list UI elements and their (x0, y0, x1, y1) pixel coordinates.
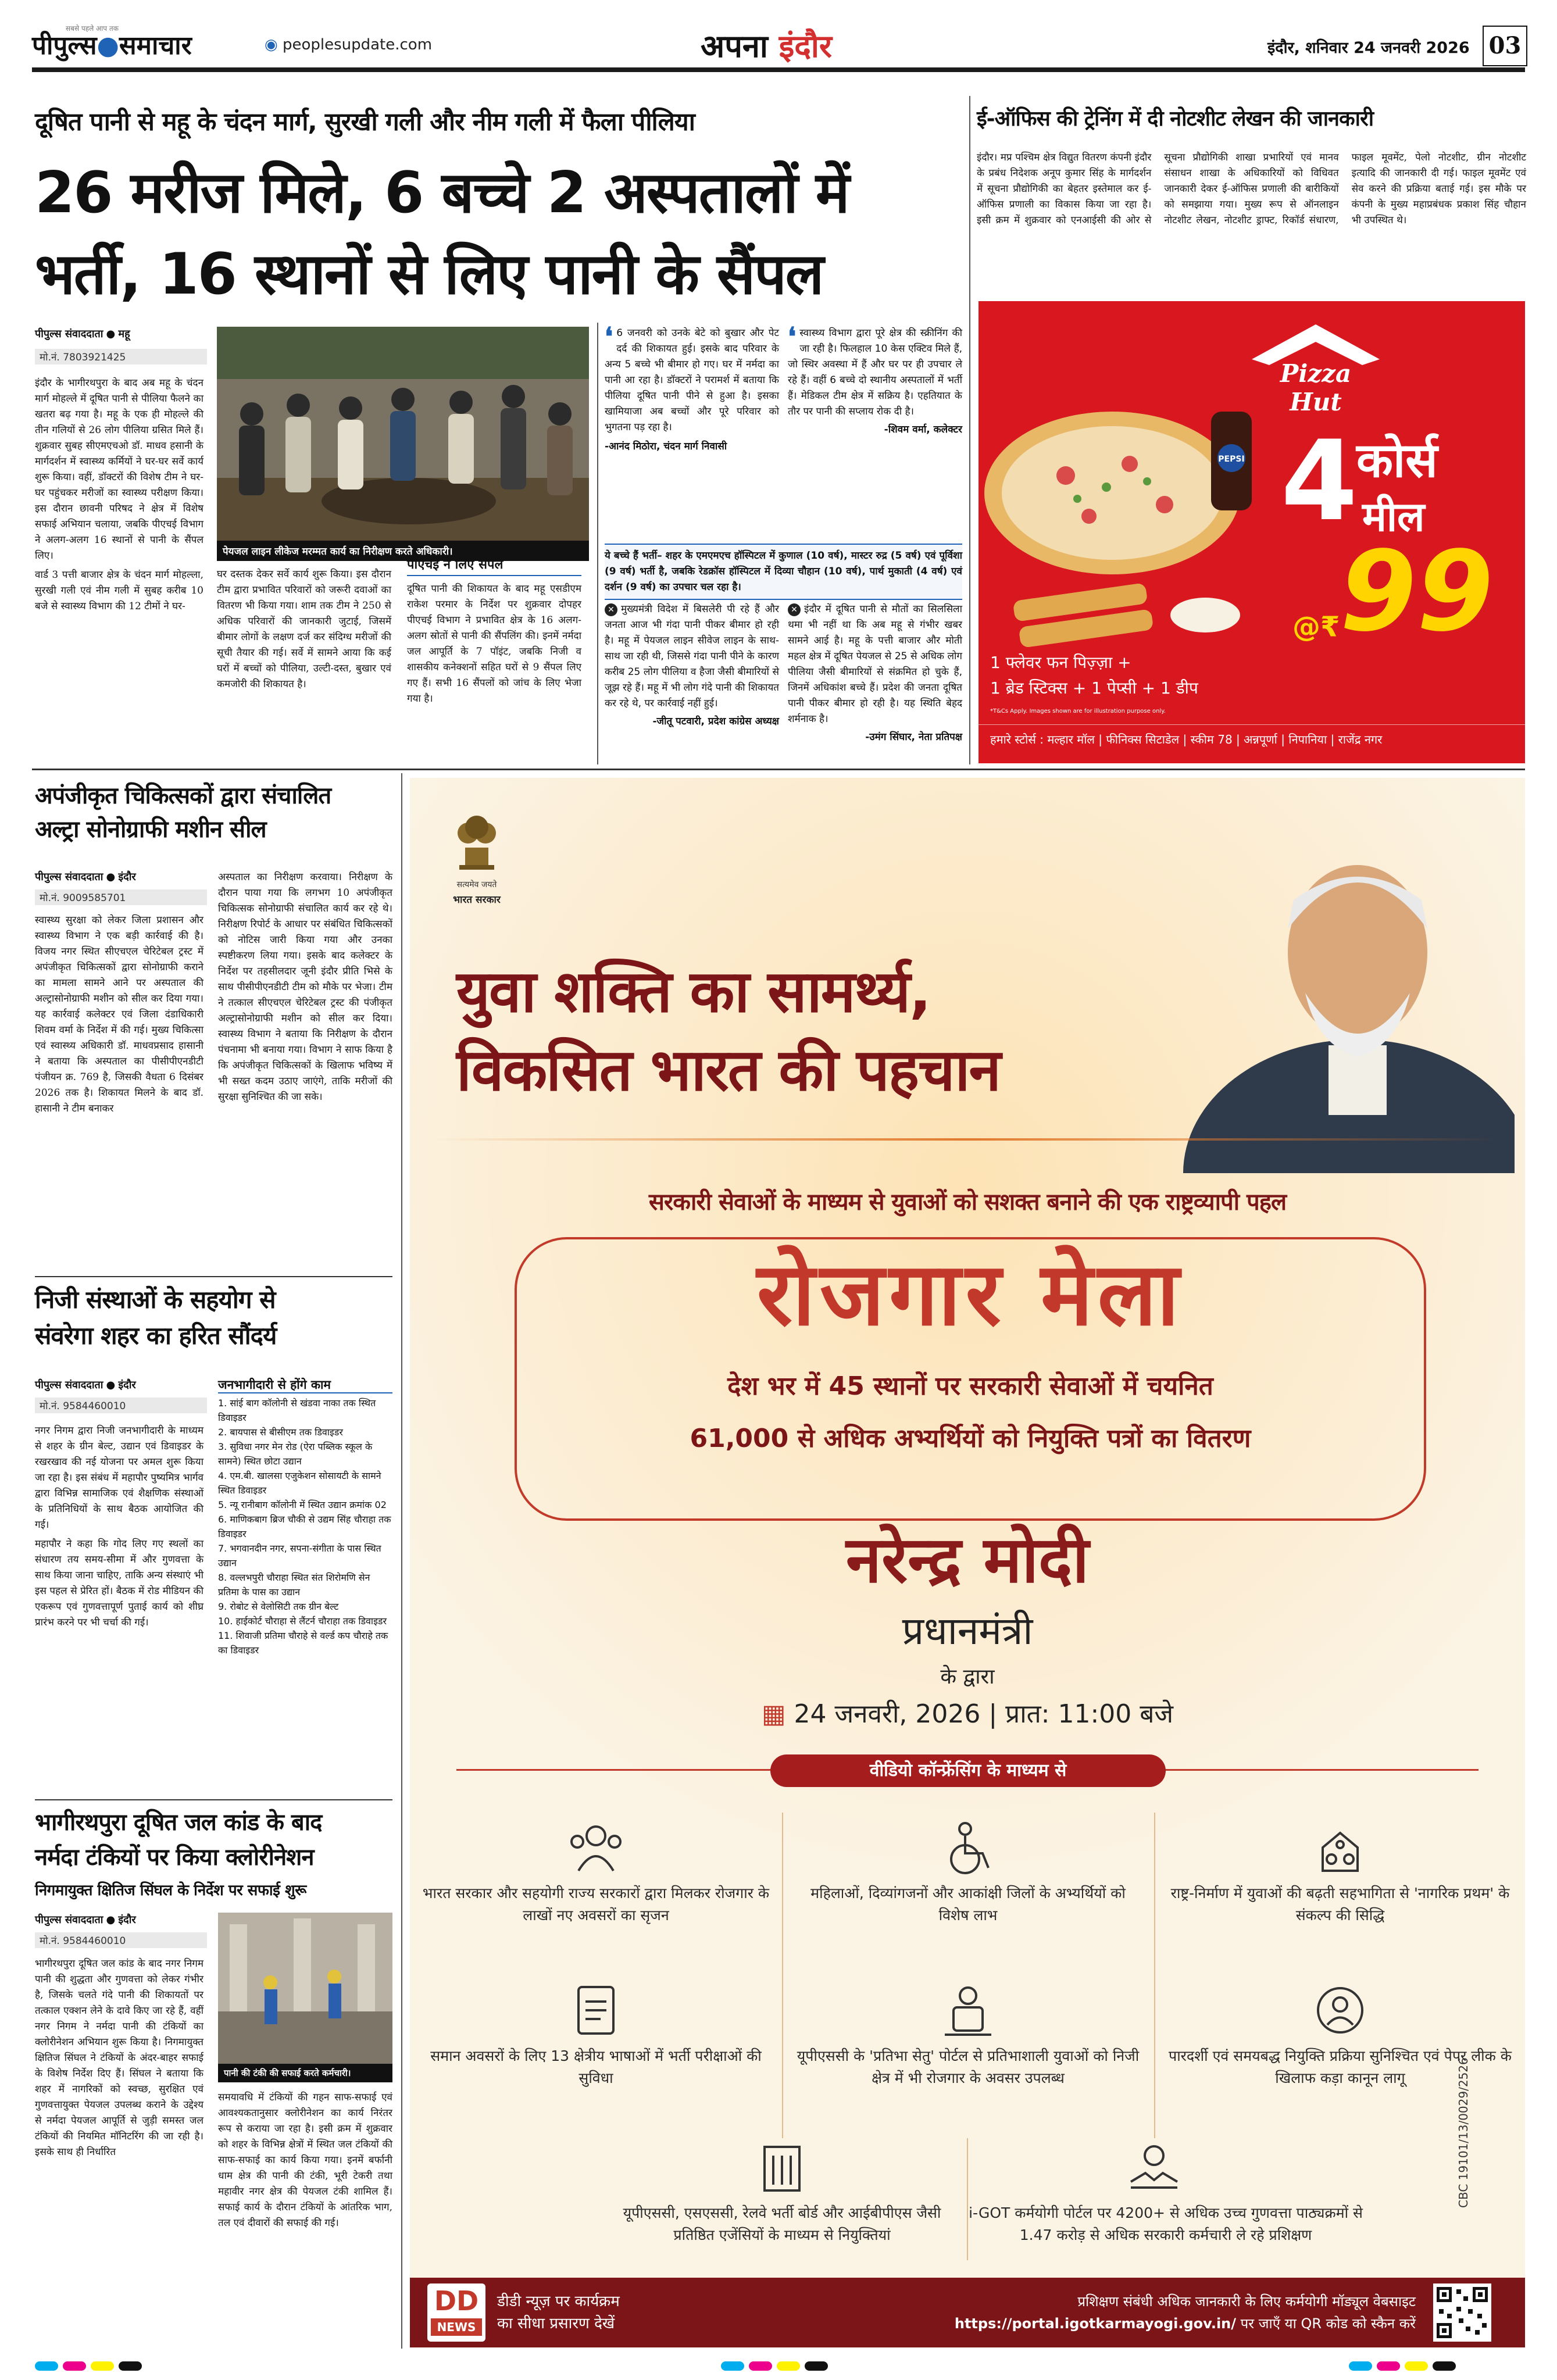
admitted-kids-box (605, 544, 962, 600)
portal-text (701, 2290, 1416, 2335)
nation-building-icon (1311, 1818, 1369, 1877)
quote-patwari-attrib: -जीतू पटवारी, प्रदेश कांग्रेस अध्यक्ष (652, 716, 779, 727)
pizza-store: राजेंद्र नगर (1338, 732, 1383, 746)
byline-reporter: पीपुल्स संवाददाता (35, 1379, 103, 1391)
portal-line2 (701, 2313, 1416, 2335)
ultrasound-headline (35, 779, 395, 846)
brand-dot: ● (97, 31, 119, 60)
feature-divider (1154, 1813, 1155, 2138)
green-headline (35, 1282, 395, 1354)
pizza-items-line2: 1 ब्रेड स्टिक्स + 1 पेप्सी + 1 डीप (990, 678, 1198, 698)
ad-left-rule (401, 773, 402, 2349)
green-byline (35, 1378, 136, 1392)
pizza-hut-ad[interactable] (979, 301, 1525, 763)
quote-anand-text: 6 जनवरी को उनके बेटे को बुखार और पेट दर्द की शिकायत हुई। इसके बाद परिवार के अन्य 5 बच्चे भी बीमार हो गए। घर में नर्मदा का पानी आ रहा है। डॉक्टरों ने परामर्श में बताया कि पीलिया दूषित पानी पीने से हुआ है। इसका खामियाजा अब बच्चों और पूरे परिवार को भुगतना पड़ रहा है। (605, 327, 779, 433)
feature-text: पारदर्शी एवं समयबद्ध नियुक्ति प्रक्रिया सुनिश्चित एवं पेपर लीक के खिलाफ कड़ा कानून लागू (1169, 2047, 1512, 2086)
green-list-item: 4. एम.बी. खालसा एजुकेशन सोसायटी के सामने स्थित डिवाइडर (218, 1470, 381, 1496)
green-list-item: 5. न्यू रानीबाग कॉलोनी में स्थित उद्यान क्रमांक 02 (218, 1499, 387, 1510)
wheelchair-icon (939, 1818, 997, 1877)
quote-anand-attrib: -आनंद मिठोरा, चंदन मार्ग निवासी (605, 441, 727, 452)
lead-headline (35, 152, 959, 315)
green-body (35, 1423, 203, 1631)
pizza-headline-text2: मील (1362, 493, 1425, 541)
byline-reporter: पीपुल्स संवाददाता (35, 328, 103, 340)
quote-collector-text: स्वास्थ्य विभाग द्वारा पूरे क्षेत्र की स्क्रीनिंग की जा रही है। फिलहाल 10 केस एक्टिव मिले हैं, जो स्थिर अवस्था में हैं और घर पर ही उपचार ले रहे हैं। वहीं 6 बच्चे दो स्थानीय अस्पतालों में भर्ती हैं। मेडिकल टीम क्षेत्र में सक्रिय है। एहतियात के तौर पर पानी की सप्लाय रोक दी है। (788, 327, 962, 417)
section-rule (32, 769, 1525, 770)
feature-text: समान अवसरों के लिए 13 क्षेत्रीय भाषाओं में भर्ती परीक्षाओं की सुविधा (430, 2047, 762, 2086)
byline-dot: ● (106, 1914, 116, 1926)
lead-body-col1-p2: वार्ड 3 पत्ती बाजार क्षेत्र के चंदन मार्ग मोहल्ला, सुरखी गली एवं नीम गली में सुबह करीब 10 बजे से स्वास्थ्य विभाग की 12 टीमों ने घर- (35, 569, 203, 612)
feature-text: महिलाओं, दिव्यांगजनों और आकांक्षी जिलों के अभ्यर्थियों को विशेष लाभ (810, 1885, 1126, 1924)
pizza-price-prefix: @₹ (1292, 610, 1340, 644)
interview-icon (939, 1981, 997, 2039)
pizza-hut-brand: Pizza Hut (1280, 359, 1352, 416)
ultrasound-headline-line2: अल्ट्रा सोनोग्राफी मशीन सील (35, 816, 266, 843)
narmada-subhead: निगमायुक्त क्षितिज सिंघल के निर्देश पर सफाई शुरू (35, 1882, 306, 1899)
portal-line2-suffix: पर जाएँ या QR कोड को स्कैन करें (1240, 2315, 1416, 2332)
pizza-price-value: 99 (1340, 527, 1494, 656)
emblem-caption1: सत्यमेव जयते (456, 880, 497, 889)
quote-patwari (605, 602, 779, 730)
pizza-store: अन्नपूर्णा (1244, 732, 1277, 746)
green-list-item: 6. माणिकबाग ब्रिज चौकी से उद्यम सिंह चौराहा तक डिवाइडर (218, 1514, 391, 1539)
quote-mark-icon: ❛ (605, 322, 613, 352)
national-emblem (442, 801, 512, 906)
byline-place: इंदौर (118, 871, 136, 883)
masthead-rule (32, 67, 1525, 72)
pizza-tc: *T&Cs Apply. Images shown are for illustration purpose only. (990, 708, 1166, 714)
pizza-stores-bar: हमारे स्टोर्स : मल्हार मॉल | फीनिक्स सिटाडेल | स्कीम 78 | अन्नपूर्णा | निपानिया | राजेंद्र नगर (979, 724, 1525, 753)
ultrasound-byline (35, 870, 136, 884)
cbc-code: CBC 19101/13/0029/2526 (1456, 2057, 1470, 2208)
right-column-rule (969, 96, 970, 764)
green-headline-line1: निजी संस्थाओं के सहयोग से (35, 1285, 276, 1314)
quote-anand (605, 322, 779, 455)
quote-singhar (788, 602, 962, 745)
quote-singhar-attrib: -उमंग सिंघार, नेता प्रतिपक्ष (865, 731, 962, 743)
dd-logo-top: DD (434, 2285, 479, 2317)
story-divider (35, 1799, 392, 1800)
phe-subhead: पीएचई ने लिए सैंपल (407, 555, 581, 576)
section-title (701, 23, 832, 66)
pizza-store: निपानिया (1288, 732, 1327, 746)
ad-headline-line1: युवा शक्ति का सामर्थ्य, (456, 957, 931, 1025)
dd-text-line1: डीडी न्यूज़ पर कार्यक्रम (497, 2293, 620, 2310)
brand-right: समाचार (119, 31, 192, 60)
ad-headline (456, 952, 1212, 1109)
pizza-store: फीनिक्स सिटाडेल (1106, 732, 1180, 746)
lead-photo-caption: पेयजल लाइन लीकेज मरम्मत कार्य का निरीक्षण करते अधिकारी। (217, 541, 589, 561)
lead-col-rule-1 (597, 323, 598, 764)
ultrasound-body-col2: अस्पताल का निरीक्षण करवाया। निरीक्षण के दौरान पाया गया कि लगभग 10 अपंजीकृत चिकित्सक सोनोग्राफी संचालित कार्य कर रहे थे। निरीक्षण रिपोर्ट के आधार पर संबंधित चिकित्सकों को नोटिस जारी किया गया और उनका स्पष्टीकरण लिया गया। इसके बाद कलेक्टर के निर्देश पर तहसीलदार जूनी इंदौर प्रीति भिसे के साथ पीसीपीएनडीटी टीम को मौके पर भेजा। टीम ने तत्काल सीएचएल चेरिटेबल ट्रस्ट की पंजीकृत अल्ट्रासोनोग्राफी मशीन को सील कर दिया। स्वास्थ्य विभाग ने बताया कि निरीक्षण के दौरान पंचनामा भी बनाया गया। विभाग ने साफ किया है कि अपंजीकृत चिकित्सकों के खिलाफ भविष्य में भी सख्त कदम उठाए जाएंगे, ताकि मरीजों की सुरक्षा सुनिश्चित की जा सके। (218, 871, 392, 1103)
green-list (218, 1378, 392, 1657)
ad-divider (433, 1138, 1502, 1141)
green-list-item: 8. वल्लभपुरी चौराहा स्थित संत शिरोमणि सेन प्रतिमा के पास का उद्यान (218, 1572, 370, 1598)
pizza-image (979, 400, 1281, 656)
narmada-headline-line2: नर्मदा टंकियों पर किया क्लोरीनेशन (35, 1844, 314, 1871)
byline-dot: ● (106, 1379, 116, 1391)
page-number: 03 (1483, 26, 1527, 66)
feature-divider (782, 1813, 783, 2138)
cmyk-register-bar (35, 2361, 209, 2373)
ultrasound-body-col1: स्वास्थ्य सुरक्षा को लेकर जिला प्रशासन और स्वास्थ्य विभाग ने एक बड़ी कार्रवाई की है। विजय नगर स्थित सीएचएल चेरिटेबल ट्रस्ट में अपंजीकृत चिकित्सकों द्वारा सोनोग्राफी कराने का मामला सामने आने पर अस्पताल की अल्ट्रासोनोग्राफी मशीन को सील कर दिया गया। यह कार्रवाई कलेक्टर एवं जिला दंडाधिकारी शिवम वर्मा के निर्देश में की गई। मुख्य चिकित्सा एवं स्वास्थ्य अधिकारी डॉ. माधवप्रसाद हासानी ने बताया कि अस्पताल का पीसीपीएनडीटी पंजीयन क्र. 769 है, जिसकी वैधता 6 दिसंबर 2026 तक है। शिकायत मिलने के बाद डॉ. हासानी ने टीम बनाकर (35, 914, 203, 1114)
qr-code[interactable] (1433, 2283, 1491, 2342)
quote-mark-icon: ❛ (788, 322, 797, 352)
green-body-p1: नगर निगम द्वारा निजी जनभागीदारी के माध्यम से शहर के ग्रीन बेल्ट, उद्यान एवं डिवाइडर के रखरखाव की नई योजना पर अमल शुरू किया जा रहा है। इस संबंध में महापौर पुष्यमित्र भार्गव द्वारा विभिन्न सामाजिक एवं शैक्षणिक संस्थाओं के प्रतिनिधियों के साथ बैठक आयोजित की गई। (35, 1425, 203, 1531)
tank-cleaning-photo-image (218, 1913, 392, 2064)
green-list-item: 11. शिवाजी प्रतिमा चौराहे से वर्ल्ड कप चौराहे तक का डिवाइडर (218, 1630, 388, 1656)
feature-text: i-GOT कर्मयोगी पोर्टल पर 4200+ से अधिक उच्च गुणवत्ता पाठ्यक्रमों से 1.47 करोड़ से अधिक सरकारी कर्मचारी ले रहे प्रशिक्षण (969, 2204, 1363, 2243)
rozgar-line2: 61,000 से अधिक अभ्यर्थियों को नियुक्ति पत्रों का वितरण (690, 1424, 1251, 1453)
congress-logo-icon: ✕ (605, 603, 617, 616)
lead-kicker: दूषित पानी से महू के चंदन मार्ग, सुरखी गली और नीम गली में फैला पीलिया (35, 108, 695, 137)
story-divider (35, 1276, 392, 1277)
portal-url-link[interactable]: https://portal.igotkarmayogi.gov.in/ (954, 2315, 1237, 2332)
rozgar-line1: देश भर में 45 स्थानों पर सरकारी सेवाओं में चयनित (727, 1371, 1213, 1401)
green-list-title: जनभागीदारी से होंगे काम (218, 1378, 392, 1393)
quote-singhar-text: इंदौर में दूषित पानी से मौतों का सिलसिला थमा भी नहीं था कि अब महू से गंभीर खबर सामने आई है। महू के पत्ती बाजार और मोती महल क्षेत्र में दूषित पेयजल से 25 से अधिक लोग पीलिया जैसी बीमारियों से संक्रमित हो चुके हैं, जिनमें अधिकांश बच्चे हैं। प्रदेश की जनता दूषित पानी पीकर बीमार हो रही है। यह स्थिति बेहद शर्मनाक है। (788, 603, 962, 725)
narmada-headline-line1: भागीरथपुरा दूषित जल कांड के बाद (35, 1809, 322, 1836)
green-list-item: 7. भगवानदीन नगर, सपना-संगीता के पास स्थित उद्यान (218, 1543, 381, 1568)
lead-photo (217, 327, 589, 541)
eoffice-body: इंदौर। मप्र पश्चिम क्षेत्र विद्युत वितरण कंपनी इंदौर के प्रबंध निदेशक अनूप कुमार सिंह के मार्गदर्शन में सूचना प्रौद्योगिकी का बेहतर इस्तेमाल कर ई-ऑफिस प्रणाली का विकास किया जा रहा है। इसी क्रम में शुक्रवार को एनआईसी की ओर से सूचना प्रौद्योगिकी शाखा प्रभारियों एवं मानव संसाधन शाखा के अधिकारियों को विधिवत जानकारी देकर ई-ऑफिस प्रणाली की बारीकियों को समझाया गया। मुख्य रूप से ऑनलाइन नोटशीट लेखन, नोटशीट ड्राफ्ट, रिकॉर्ड संधारण, फाइल मूवमेंट, पेलो नोटशीट, ग्रीन नोटशीट इत्यादि की जानकारी दी गई। फाइल मूवमेंट एवं सेव करने की प्रक्रिया बताई गई। इस मौके पर कंपनी के मुख्य महाप्रबंधक प्रकाश सिंह चौहान भी उपस्थित थे। (977, 152, 1526, 226)
green-list-item: 3. सुविधा नगर मेन रोड (ऐरा पब्लिक स्कूल के सामने) स्थित छोटा उद्यान (218, 1441, 373, 1467)
masthead (32, 23, 1525, 64)
ashoka-emblem-icon (448, 801, 506, 877)
lead-body-col3: दूषित पानी की शिकायत के बाद महू एसडीएम राकेश परमार के निर्देश पर शुक्रवार दोपहर पीएचई विभाग ने प्रभावित क्षेत्र के 16 अलग-अलग स्रोतों से पानी की सैंपलिंग की। इनमें नर्मदा जल आपूर्ति के 7 पॉइंट, जबकि निजी व शासकीय कनेक्शनों सहित घरों से 9 सैंपल लिए गए हैं। सभी 16 सैंपलों को जांच के लिए भेजा गया है। (407, 583, 581, 705)
portal-line1: प्रशिक्षण संबंधी अधिक जानकारी के लिए कर्मयोगी मॉड्यूल वेबसाइट (1077, 2293, 1416, 2310)
lead-body-col1-p1: इंदौर के भागीरथपुरा के बाद अब महू के चंदन मार्ग मोहल्ले में दूषित पानी से पीलिया फैलने का खतरा बढ़ गया है। महू के एक ही मोहल्ले की तीन गलियों से 26 लोग पीलिया ग्रसित मिले हैं। शुक्रवार सुबह सीएमएचओ डॉ. माधव हसानी के मार्गदर्शन में स्वास्थ्य कर्मियों ने घर-घर सर्वे कार्य शुरू किया। वहीं, डॉक्टरों की विशेष टीम ने घर-घर पहुंचकर मरीजों का स्वास्थ्य परीक्षण किया। इस दौरान छावनी परिषद ने क्षेत्र में विशेष सफाई अभियान चलाया, जबकि पीएचई विभाग ने अलग-अलग 16 स्थानों से पानी के सैंपल लिए। (35, 377, 203, 562)
pm-portrait (1166, 801, 1515, 1173)
ultrasound-headline-line1: अपंजीकृत चिकित्सकों द्वारा संचालित (35, 782, 331, 809)
pizza-store: स्कीम 78 (1190, 732, 1233, 746)
pizza-items-line1: 1 फ्लेवर फन पिज़्ज़ा + (990, 653, 1131, 672)
narmada-mobile: मो.नं. 9584460010 (35, 1932, 207, 1948)
byline-place: इंदौर (118, 1914, 136, 1926)
green-list-item: 10. हाईकोर्ट चौराहा से लैंटर्न चौराहा तक डिवाइडर (218, 1616, 387, 1627)
lead-headline-line1: 26 मरीज मिले, 6 बच्चे 2 अस्पतालों में (35, 160, 849, 226)
quote-collector (788, 322, 962, 438)
green-list-item: 1. सांई बाग कॉलोनी से खंडवा नाका तक स्थित डिवाइडर (218, 1398, 376, 1423)
dd-news-logo (427, 2283, 485, 2342)
rozgar-mela-title: रोजगार मेला (756, 1244, 1184, 1345)
pm-title: प्रधानमंत्री (902, 1609, 1033, 1653)
byline-dot: ● (106, 328, 116, 340)
ad-headline-line2: विकसित भारत की पहचान (456, 1036, 1000, 1104)
emblem-caption2: भारत सरकार (453, 894, 501, 906)
ultrasound-mobile: मो.नं. 9009585701 (35, 889, 207, 905)
narmada-photo-caption: पानी की टंकी की सफाई करते कर्मचारी। (218, 2064, 392, 2082)
quote-collector-attrib: -शिवम वर्मा, कलेक्टर (884, 424, 962, 435)
handshake-gear-icon (1125, 2138, 1183, 2196)
brand-left: पीपुल्स (32, 31, 97, 60)
ad-bottom-bar (410, 2278, 1525, 2347)
byline-reporter: पीपुल्स संवाददाता (35, 871, 103, 883)
narmada-byline (35, 1913, 136, 1927)
lead-mobile: मो.नं. 7803921425 (35, 349, 207, 364)
qr-code-icon (1433, 2283, 1491, 2342)
rozgar-mela-box (515, 1237, 1426, 1521)
dateline: इंदौर, शनिवार 24 जनवरी 2026 (1267, 39, 1470, 57)
document-language-icon (567, 1981, 625, 2039)
lead-headline-line2: भर्ती, 16 स्थानों से लिए पानी के सैंपल (35, 241, 823, 308)
byline-dot: ● (106, 871, 116, 883)
feature-divider (967, 2138, 968, 2260)
event-datetime (410, 1695, 1525, 1730)
pm-name: नरेन्द्र मोदी (846, 1523, 1089, 1597)
green-list-item: 9. रोबोट से वेलोसिटी तक ग्रीन बेल्ट (218, 1601, 339, 1612)
pizza-headline-number: 4 (1281, 417, 1358, 545)
pm-portrait-image (1166, 801, 1515, 1173)
inspection-photo-image (217, 327, 589, 541)
dd-text (497, 2290, 620, 2335)
vc-banner: वीडियो कॉन्फ्रेंसिंग के माध्यम से (770, 1754, 1166, 1787)
pizza-price (1292, 527, 1494, 656)
pizza-stores-label: हमारे स्टोर्स : (990, 732, 1044, 746)
eoffice-headline: ई-ऑफिस की ट्रेनिंग में दी नोटशीट लेखन की जानकारी (977, 107, 1374, 131)
pizza-headline-text1: कोर्स (1356, 433, 1438, 488)
people-group-icon (567, 1818, 625, 1877)
pm-by: के द्वारा (940, 1665, 995, 1689)
dd-logo-bottom: NEWS (431, 2318, 482, 2336)
dd-text-line2: का सीधा प्रसारण देखें (497, 2315, 615, 2332)
transparency-icon (1311, 1981, 1369, 2039)
section-title-prefix: अपना (701, 28, 768, 65)
lead-byline (35, 327, 130, 341)
feature-text: यूपीएससी के 'प्रतिभा सेतु' पोर्टल से प्रतिभाशाली युवाओं को निजी क्षेत्र में भी रोजगार के अवसर उपलब्ध (797, 2047, 1140, 2086)
feature-text: भारत सरकार और सहयोगी राज्य सरकारों द्वारा मिलकर रोजगार के लाखों नए अवसरों का सृजन (422, 1885, 770, 1924)
narmada-photo (218, 1913, 392, 2064)
green-list-item: 2. बायपास से बीसीएम तक डिवाइडर (218, 1427, 343, 1438)
congress-logo-icon: ✕ (788, 603, 801, 616)
ad-tagline: सरकारी सेवाओं के माध्यम से युवाओं को सशक्त बनाने की एक राष्ट्रव्यापी पहल (648, 1189, 1287, 1216)
byline-place: इंदौर (118, 1379, 136, 1391)
pizza-hut-logo (1240, 319, 1391, 416)
narmada-body-col2: समयावधि में टंकियों की गहन साफ-सफाई एवं आवश्यकतानुसार क्लोरीनेशन का कार्य निरंतर रूप से कराया जा रहा है। इसी क्रम में शुक्रवार को शहर के विभिन्न क्षेत्रों में स्थित जल टंकियों की साफ-सफाई का कार्य किया गया। इनमें बर्फानी धाम क्षेत्र की पानी की टंकी, भूरी टेकरी तथा महावीर नगर क्षेत्र की पेयजल टंकी शामिल हैं। सफाई कार्य के दौरान टंकियों के आंतरिक भाग, तल एवं दीवारों की सफाई की गई। (218, 2092, 392, 2229)
brand-tagline: सबसे पहले आप तक (66, 24, 119, 33)
section-title-city: इंदौर (779, 28, 832, 65)
green-headline-line2: संवरेगा शहर का हरित सौंदर्य (35, 1321, 277, 1350)
feature-text: राष्ट्र-निर्माण में युवाओं की बढ़ती सहभागिता से 'नागरिक प्रथम' के संकल्प की सिद्धि (1170, 1885, 1510, 1924)
quote-patwari-text: मुख्यमंत्री विदेश में बिसलेरी पी रहे हैं और जनता आज भी गंदा पानी पीकर बीमार हो रही है। महू में पेयजल लाइन सीवेज लाइन के साथ-साथ जा रही थी, जिससे गंदा पानी पीने के कारण करीब 25 लोग पीलिया व हैजा जैसी बीमारियों से जूझ रहे हैं। महू में भी लोग गंदे पानी की शिकायत कर रहे थे, पर कार्रवाई नहीं हुई। (605, 603, 779, 709)
website-link[interactable] (265, 36, 432, 53)
lead-body-col1 (35, 376, 203, 614)
green-body-p2: महापौर ने कहा कि गोद लिए गए स्थलों का संधारण तय समय-सीमा में और गुणवत्ता के साथ किया जाना चाहिए, ताकि अन्य संस्थाएं भी इस पहल से प्रेरित हों। बैठक में रोड मीडियन की एकरूप एवं गुणवत्तापूर्ण पुताई कार्य को शीघ्र प्रारंभ करने पर भी चर्चा की गई। (35, 1538, 203, 1628)
building-icon (753, 2138, 811, 2196)
globe-icon: ◉ (265, 36, 278, 53)
website-text: peoplesupdate.com (282, 36, 433, 53)
cmyk-register-bar (1349, 2361, 1523, 2373)
pizza-items (990, 650, 1198, 701)
byline-reporter: पीपुल्स संवाददाता (35, 1914, 103, 1926)
admitted-kids-text: ये बच्चे हैं भर्ती– शहर के एमएमएच हॉस्पिटल में कुणाल (10 वर्ष), मास्टर रुद्र (5 वर्ष) एवं पूर्विशा (9 वर्ष) भर्ती है, जबकि रेडक्रॉस हॉस्पिटल में दिव्या चौहान (10 वर्ष), पार्थ मुकाती (4 वर्ष) एवं दर्शन (9 वर्ष) का उपचार चल रहा है। (605, 550, 962, 593)
lead-body-col2: घर दस्तक देकर सर्वे कार्य शुरू किया। इस दौरान टीम द्वारा प्रभावित परिवारों को जरूरी दवाओं का वितरण भी किया गया। शाम तक टीम ने 250 से अधिक परिवारों की जानकारी जुटाई, जिसमें बीमार लोगों के लक्षण दर्ज कर संदिग्ध मरीजों की सूची तैयार की गई। सर्वे में सामने आया कि कई घरों में बच्चों को पीलिया, उल्टी-दस्त, बुखार एवं कमजोरी की शिकायत है। (217, 569, 391, 690)
feature-text: यूपीएससी, एसएससी, रेलवे भर्ती बोर्ड और आईबीपीएस जैसी प्रतिष्ठित एजेंसियों के माध्यम से नियुक्तियां (623, 2204, 941, 2243)
svg-text:PEPSI: PEPSI (1218, 455, 1245, 464)
cmyk-register-bar (721, 2361, 895, 2373)
green-mobile: मो.नं. 9584460010 (35, 1398, 207, 1413)
pizza-store: मल्हार मॉल (1047, 732, 1095, 746)
calendar-icon: ▦ (761, 1699, 786, 1729)
rozgar-mela-ad[interactable] (410, 778, 1525, 2347)
event-datetime-text: 24 जनवरी, 2026 | प्रात: 11:00 बजे (794, 1699, 1174, 1729)
byline-place: महू (118, 328, 130, 340)
narmada-body-col1: भागीरथपुरा दूषित जल कांड के बाद नगर निगम पानी की शुद्धता और गुणवत्ता को लेकर गंभीर है, जिसके चलते गंदे पानी की शिकायतों पर तत्काल एक्शन लेने के दावे किए जा रहे हैं, वहीं नगर निगम ने नर्मदा पानी की टंकियों का क्लोरीनेशन अभियान शुरू किया है। निगमायुक्त क्षितिज सिंघल ने टंकियों के अंदर-बाहर सफाई के विशेष निर्देश दिए हैं। सिंघल ने बताया कि शहर में नागरिकों को स्वच्छ, सुरक्षित एवं गुणवत्तायुक्त पेयजल उपलब्ध कराने के उद्देश्य से नर्मदा पेयजल आपूर्ति से जुड़ी समस्त जल टंकियों की नियमित मॉनिटरिंग की जा रही है। इसके साथ ही निर्धारित (35, 1958, 203, 2158)
narmada-headline (35, 1805, 395, 1875)
